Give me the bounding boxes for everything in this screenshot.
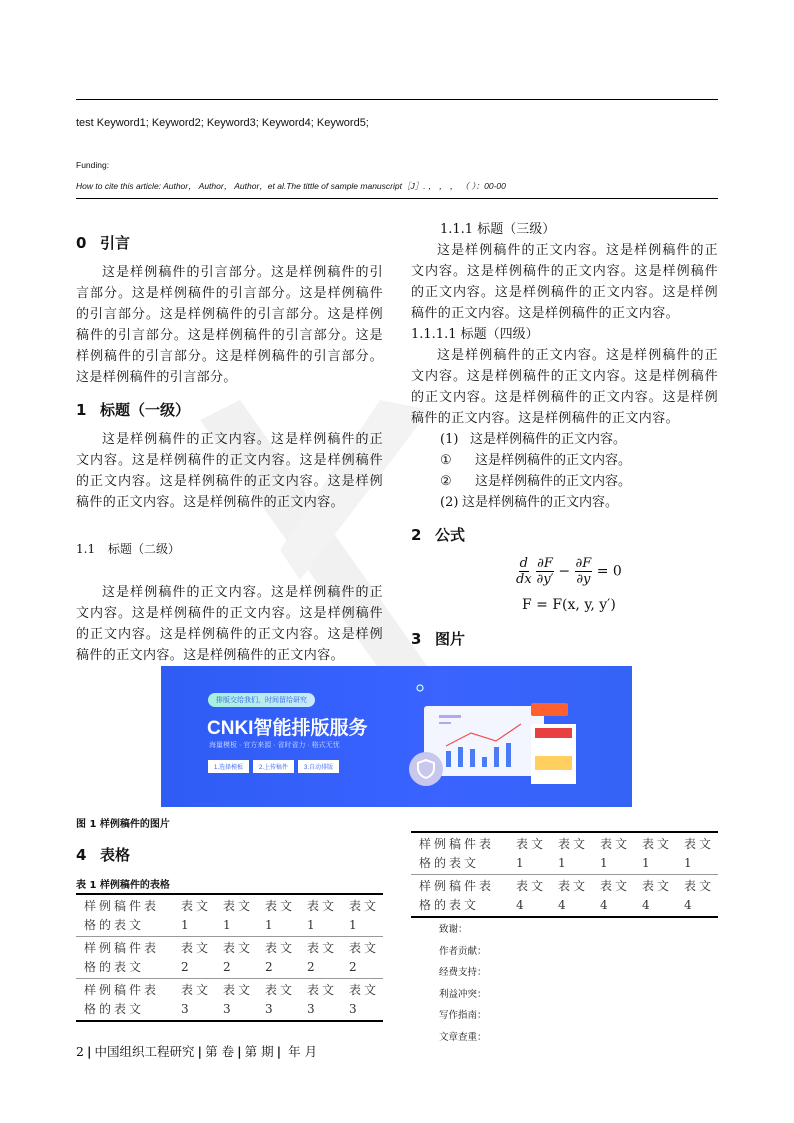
journal-name: 中国组织工程研究	[94, 1044, 195, 1059]
back-matter	[439, 919, 487, 1048]
heading-1-1-1-1: 1.1.1.1 标题（四级）	[411, 327, 539, 342]
table-cell: 表文2	[349, 941, 380, 974]
table-cell: 表文4	[558, 879, 589, 912]
list-item	[440, 492, 618, 513]
fraction	[516, 556, 532, 587]
table-1	[76, 893, 383, 1022]
banner-step: 1.选择模板	[208, 760, 249, 773]
table-cell: 表文3	[265, 983, 296, 1016]
table-cell: 样例稿件表格的表文	[84, 983, 160, 1016]
table-cell: 表文1	[684, 837, 715, 870]
list-marker: ①	[440, 453, 452, 468]
fraction	[575, 556, 593, 587]
table-cell: 表文1	[558, 837, 589, 870]
issue: 第 期	[244, 1044, 274, 1059]
table-cell: 样例稿件表格的表文	[419, 837, 495, 870]
table-cell: 表文4	[600, 879, 631, 912]
denominator: ∂y	[576, 572, 591, 587]
list-text: 这是样例稿件的正文内容。	[475, 453, 632, 468]
list-item	[440, 471, 631, 492]
table-cell: 表文1	[265, 899, 296, 932]
writing-guide-label: 写作指南：	[439, 1010, 487, 1021]
list-item	[440, 429, 626, 450]
heading-3	[411, 628, 465, 649]
author-contribution-label: 作者贡献：	[439, 945, 487, 957]
banner-bubble: 排版交给我们，时间留给研究	[208, 693, 315, 707]
heading-number: 2	[411, 526, 422, 544]
table-cell: 表文2	[181, 941, 212, 974]
list-marker: (2)	[440, 495, 459, 510]
heading-title: 引言	[100, 234, 131, 252]
list-text: 这是样例稿件的正文内容。	[475, 474, 632, 489]
heading-1-1	[76, 540, 180, 557]
banner-step: 2.上传稿件	[253, 760, 294, 773]
heading-4	[76, 844, 130, 865]
denominator: dx	[516, 572, 532, 587]
heading-number: 0	[76, 234, 87, 252]
heading-0	[76, 232, 130, 253]
table-cell: 表文1	[307, 899, 338, 932]
heading-title: 标题（一级）	[100, 401, 191, 419]
heading-number: 4	[76, 846, 87, 864]
equation-1	[516, 556, 622, 587]
banner-step: 3.自动排版	[298, 760, 339, 773]
funding-label: Funding:	[76, 160, 110, 170]
heading-title: 标题（二级）	[108, 542, 181, 556]
list-text: 这是样例稿件的正文内容。	[470, 432, 627, 447]
plagiarism-check-label: 文章查重：	[439, 1031, 487, 1043]
table-row	[76, 937, 383, 979]
table-cell: 表文3	[223, 983, 254, 1016]
heading-number: 3	[411, 630, 422, 648]
section11-paragraph: 这是样例稿件的正文内容。这是样例稿件的正文内容。这是样例稿件的正文内容。这是样例稿件的正文内容。这是样例稿件的正文内容。这是样例稿件的正文内容。这是样例稿件的正文内容。	[76, 585, 383, 663]
equation-rhs: = 0	[596, 563, 622, 580]
table-cell: 表文1	[642, 837, 673, 870]
equation-2: F = F(x, y, y′)	[522, 597, 616, 613]
date: 年 月	[284, 1044, 318, 1059]
numerator: ∂F	[575, 556, 592, 571]
numerator: d	[519, 556, 528, 571]
heading-number: 1.1	[76, 542, 96, 556]
figure-image-banner	[161, 666, 632, 807]
table-cell: 表文4	[642, 879, 673, 912]
table-cell: 表文3	[181, 983, 212, 1016]
list-marker: (1)	[440, 432, 459, 447]
funding-support-label: 经费支持：	[439, 967, 487, 978]
page-number: 2	[76, 1044, 84, 1059]
banner-title: CNKI智能排版服务	[207, 718, 368, 739]
table-row	[76, 979, 383, 1022]
banner-steps	[208, 760, 339, 773]
section1-paragraph: 这是样例稿件的正文内容。这是样例稿件的正文内容。这是样例稿件的正文内容。这是样例稿件的正文内容。这是样例稿件的正文内容。这是样例稿件的正文内容。这是样例稿件的正文内容。	[76, 432, 383, 510]
heading-1-1-1: 1.1.1 标题（三级）	[440, 222, 556, 237]
list-text: 这是样例稿件的正文内容。	[462, 495, 619, 510]
acknowledgement-label: 致谢：	[439, 924, 468, 935]
table-cell: 表文1	[181, 899, 212, 932]
volume: 第 卷	[205, 1044, 235, 1059]
table-cell: 样例稿件表格的表文	[84, 899, 160, 932]
table-cell: 表文3	[307, 983, 338, 1016]
banner-tagline: 海量模板 · 官方来源 · 省时省力 · 格式无忧	[209, 742, 340, 749]
table-cell: 表文1	[516, 837, 547, 870]
table-cell: 表文2	[265, 941, 296, 974]
table-cell: 表文2	[223, 941, 254, 974]
heading-title: 公式	[435, 526, 466, 544]
heading-1	[76, 399, 190, 420]
denominator: ∂y′	[536, 572, 554, 587]
header-rule	[76, 198, 718, 199]
table-cell: 表文1	[349, 899, 380, 932]
table-row	[76, 894, 383, 937]
keywords: test Keyword1; Keyword2; Keyword3; Keyword4; Keyword5;	[76, 117, 369, 129]
table-row	[411, 875, 718, 918]
table-cell: 样例稿件表格的表文	[419, 879, 495, 912]
heading-title: 图片	[435, 630, 466, 648]
list-item	[440, 450, 631, 471]
list-marker: ②	[440, 474, 452, 489]
intro-paragraph: 这是样例稿件的引言部分。这是样例稿件的引言部分。这是样例稿件的引言部分。这是样例稿件的引言部分。这是样例稿件的引言部分。这是样例稿件的引言部分。这是样例稿件的引言部分。这是样例稿件的引言部分。这是样例稿件的引言部分。这是样例稿件的引言部分。	[76, 265, 383, 385]
table-cell: 表文2	[307, 941, 338, 974]
table-cell: 表文4	[684, 879, 715, 912]
heading-title: 表格	[100, 846, 131, 864]
top-rule	[76, 99, 718, 100]
figure-caption: 图 1 样例稿件的图片	[76, 819, 170, 830]
citation: How to cite this article: Author， Author， Author，et al.The tittle of sample manuscript［J］. ， ， ， （ ）：00-00	[76, 181, 506, 191]
page-footer: 2 | 中国组织工程研究 | 第 卷 | 第 期 | 年 月	[76, 1044, 318, 1059]
section111-paragraph: 这是样例稿件的正文内容。这是样例稿件的正文内容。这是样例稿件的正文内容。这是样例稿件的正文内容。这是样例稿件的正文内容。这是样例稿件的正文内容。这是样例稿件的正文内容。	[411, 243, 718, 321]
fraction	[536, 556, 554, 587]
conflict-of-interest-label: 利益冲突：	[439, 988, 487, 1000]
table-cell: 表文1	[600, 837, 631, 870]
heading-2	[411, 524, 465, 545]
heading-number: 1	[76, 401, 87, 419]
table-caption: 表 1 样例稿件的表格	[76, 880, 170, 891]
table-2	[411, 831, 718, 918]
minus-sign: −	[558, 563, 571, 580]
table-cell: 表文3	[349, 983, 380, 1016]
banner-illustration	[401, 681, 601, 796]
numerator: ∂F	[537, 556, 553, 571]
section1111-paragraph: 这是样例稿件的正文内容。这是样例稿件的正文内容。这是样例稿件的正文内容。这是样例稿件的正文内容。这是样例稿件的正文内容。这是样例稿件的正文内容。这是样例稿件的正文内容。	[411, 348, 718, 426]
table-cell: 表文4	[516, 879, 547, 912]
table-row	[411, 832, 718, 875]
table-cell: 表文1	[223, 899, 254, 932]
table-cell: 样例稿件表格的表文	[84, 941, 160, 974]
